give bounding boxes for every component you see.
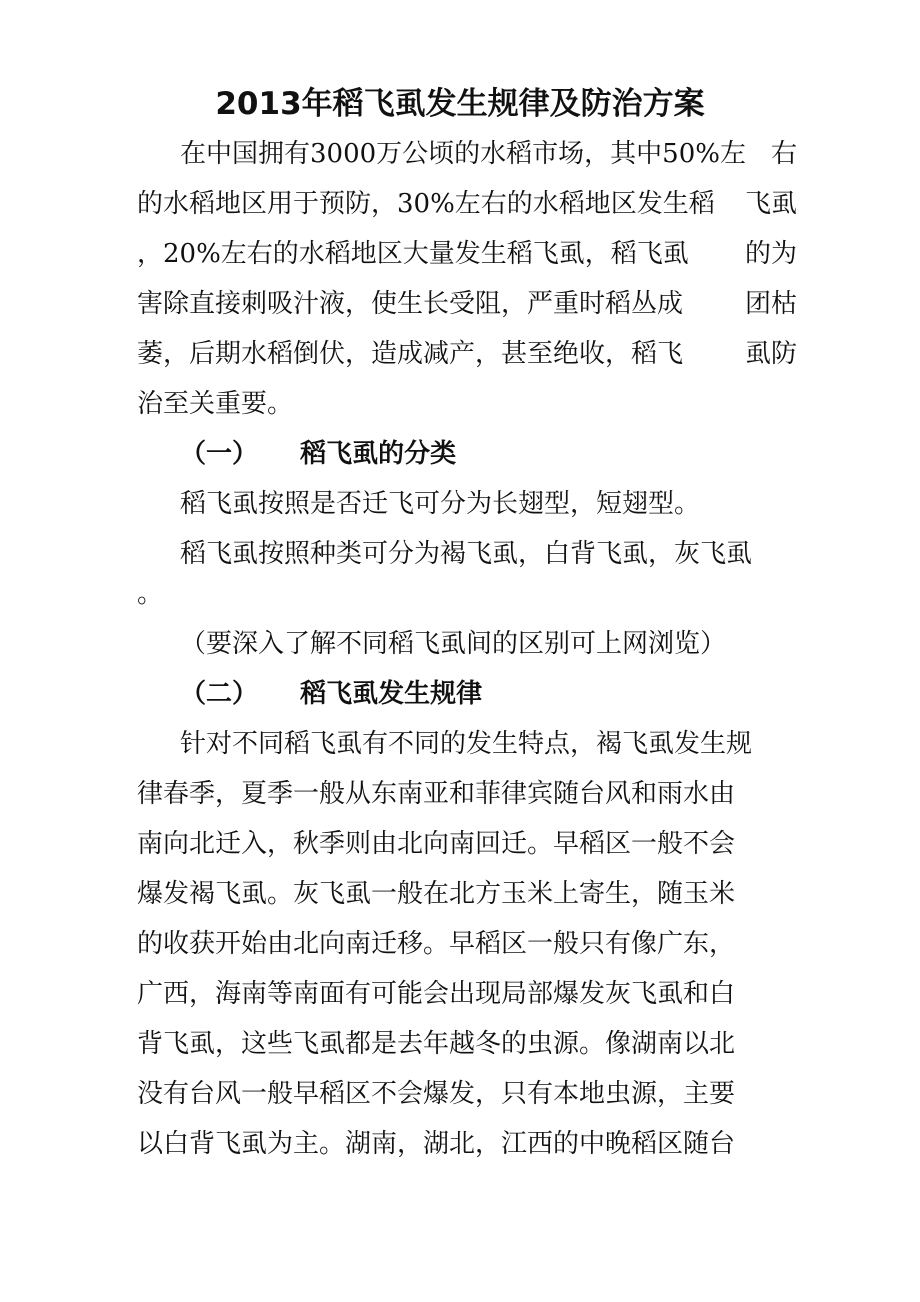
intro-line-6: 治至关重要。 <box>137 389 294 419</box>
section-1-paragraph-2: 稻飞虱按照种类可分为褐飞虱，白背飞虱，灰飞虱 <box>180 539 753 569</box>
section-2-line-9: 以白背飞虱为主。湖南，湖北，江西的中晚稻区随台 <box>137 1129 736 1159</box>
section-1-paragraph-2-end: 。 <box>137 579 164 609</box>
section-1-number: （一） <box>180 439 259 469</box>
section-2-line-6: 广西，海南等南面有可能会出现局部爆发灰飞虱和白 <box>137 979 736 1009</box>
intro-line-5: 萎，后期水稻倒伏，造成减产，甚至绝收，稻飞 虱防 <box>137 339 797 369</box>
intro-line-1: 在中国拥有3000万公顷的水稻市场，其中50%左 右 <box>180 139 797 169</box>
intro-line-2: 的水稻地区用于预防，30%左右的水稻地区发生稻 飞虱 <box>137 189 797 219</box>
section-1-note: （要深入了解不同稻飞虱间的区别可上网浏览） <box>180 629 727 659</box>
intro-line-4: 害除直接刺吸汁液，使生长受阻，严重时稻丛成 团枯 <box>137 289 797 319</box>
section-1-title: 稻飞虱的分类 <box>300 439 457 469</box>
section-2-heading <box>180 674 840 714</box>
section-2-line-1: 针对不同稻飞虱有不同的发生特点，褐飞虱发生规 <box>180 729 753 759</box>
section-2-line-5: 的收获开始由北向南迁移。早稻区一般只有像广东， <box>137 929 736 959</box>
section-2-line-4: 爆发褐飞虱。灰飞虱一般在北方玉米上寄生，随玉米 <box>137 879 736 909</box>
section-2-line-3: 南向北迁入，秋季则由北向南回迁。早稻区一般不会 <box>137 829 736 859</box>
section-1-heading <box>180 434 840 474</box>
document-title: 2013年稻飞虱发生规律及防治方案 <box>215 86 705 122</box>
section-2-line-7: 背飞虱，这些飞虱都是去年越冬的虫源。像湖南以北 <box>137 1029 736 1059</box>
intro-line-3: ，20%左右的水稻地区大量发生稻飞虱，稻飞虱 的为 <box>137 239 797 269</box>
section-2-number: （二） <box>180 679 259 709</box>
section-1-paragraph-1: 稻飞虱按照是否迁飞可分为长翅型，短翅型。 <box>180 489 701 519</box>
section-2-line-8: 没有台风一般早稻区不会爆发，只有本地虫源，主要 <box>137 1079 736 1109</box>
section-2-line-2: 律春季，夏季一般从东南亚和菲律宾随台风和雨水由 <box>137 779 736 809</box>
section-2-title: 稻飞虱发生规律 <box>300 679 483 709</box>
